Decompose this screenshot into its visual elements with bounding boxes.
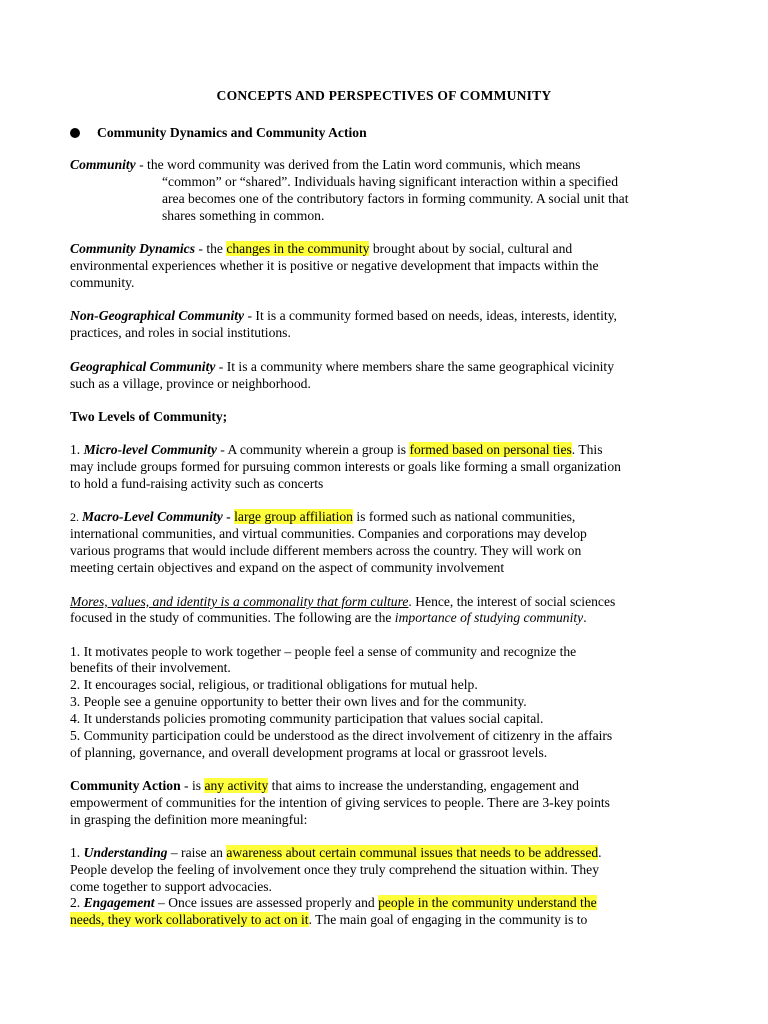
highlight: large group affiliation (234, 509, 353, 524)
nongeo-definition: Non-Geographical Community - It is a community formed based on needs, ideas, interests, identity, (70, 308, 617, 323)
macro-definition-line: various programs that would include different members across the country. They will work on (70, 543, 582, 558)
community-definition: Community - the word community was derived from the Latin word communis, which means (70, 157, 581, 172)
importance-item: benefits of their involvement. (70, 660, 231, 675)
document-title: CONCEPTS AND PERSPECTIVES OF COMMUNITY (216, 88, 552, 103)
community-definition-line: area becomes one of the contributory factors in forming community. A social unit that (162, 191, 629, 206)
geo-definition-line: such as a village, province or neighborhood. (70, 376, 311, 391)
understanding-point-line: come together to support advocacies. (70, 879, 272, 894)
understanding-point-line: People develop the feeling of involvement once they truly comprehend the situation within. They (70, 862, 600, 877)
action-definition: Community Action - is any activity that aims to increase the understanding, engagement and (70, 778, 579, 793)
macro-definition: 2. Macro-Level Community - large group affiliation is formed such as national communities, (70, 509, 576, 524)
community-definition-line: shares something in common. (162, 208, 325, 223)
highlight: people in the community understand the (378, 895, 597, 910)
mores-paragraph-line: focused in the study of communities. The following are the importance of studying community. (70, 610, 587, 625)
highlight: awareness about certain communal issues that needs to be addressed (226, 845, 599, 860)
importance-item: 3. People see a genuine opportunity to better their own lives and for the community. (70, 694, 527, 709)
geo-definition: Geographical Community - It is a community where members share the same geographical vicinity (70, 359, 615, 374)
bullet-icon (70, 128, 80, 138)
action-definition-line: empowerment of communities for the intention of giving services to people. There are 3-key points (70, 795, 610, 810)
engagement-point: 2. Engagement – Once issues are assessed properly and people in the community understand the (70, 895, 597, 910)
importance-item: 1. It motivates people to work together – people feel a sense of community and recognize the (70, 644, 577, 659)
levels-heading: Two Levels of Community; (70, 409, 228, 424)
importance-item: of planning, governance, and overall development programs at local or grassroot levels. (70, 745, 548, 760)
macro-definition-line: meeting certain objectives and expand on the aspect of community involvement (70, 560, 505, 575)
macro-definition-line: international communities, and virtual communities. Companies and corporations may develop (70, 526, 587, 541)
dynamics-definition-line: environmental experiences whether it is positive or negative development that impacts within the (70, 258, 599, 273)
micro-definition-line: may include groups formed for pursuing common interests or goals like forming a small organization (70, 459, 621, 474)
dynamics-definition-line: community. (70, 275, 135, 290)
engagement-point-line: needs, they work collaboratively to act on it. The main goal of engaging in the community is to (70, 912, 588, 927)
importance-item: 5. Community participation could be understood as the direct involvement of citizenry in the affairs (70, 728, 613, 743)
highlight: any activity (204, 778, 269, 793)
importance-item: 2. It encourages social, religious, or traditional obligations for mutual help. (70, 677, 478, 692)
dynamics-definition: Community Dynamics - the changes in the community brought about by social, cultural and (70, 241, 573, 256)
highlight: needs, they work collaboratively to act on it (70, 912, 309, 927)
highlight: changes in the community (226, 241, 370, 256)
community-definition-line: “common” or “shared”. Individuals having significant interaction within a specified (162, 174, 619, 189)
importance-item: 4. It understands policies promoting community participation that values social capital. (70, 711, 544, 726)
understanding-point: 1. Understanding – raise an awareness about certain communal issues that needs to be addressed. (70, 845, 602, 860)
micro-definition: 1. Micro-level Community - A community wherein a group is formed based on personal ties. This (70, 442, 603, 457)
action-definition-line: in grasping the definition more meaningful: (70, 812, 308, 827)
mores-paragraph: Mores, values, and identity is a commonality that form culture. Hence, the interest of social sciences (70, 594, 616, 609)
nongeo-definition-line: practices, and roles in social institutions. (70, 325, 291, 340)
micro-definition-line: to hold a fund-raising activity such as concerts (70, 476, 324, 491)
highlight: formed based on personal ties (409, 442, 572, 457)
section-heading: Community Dynamics and Community Action (97, 125, 367, 140)
